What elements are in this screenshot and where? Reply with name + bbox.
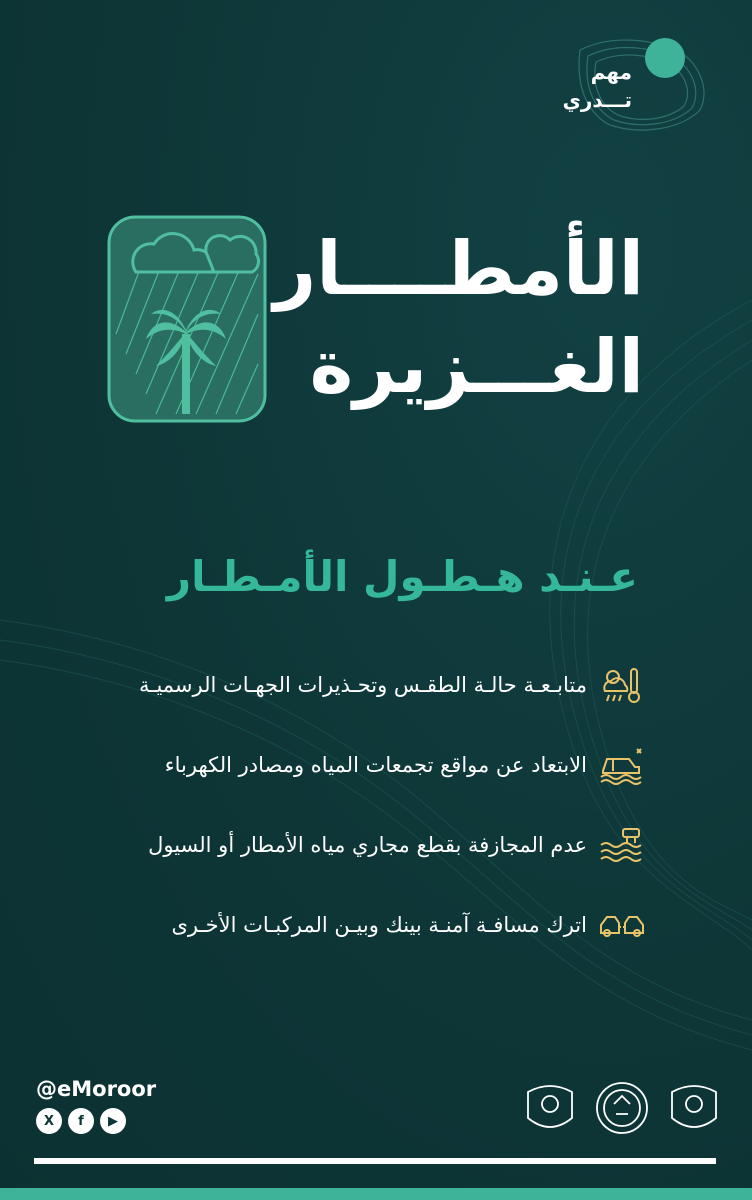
youtube-icon[interactable]: ▶ xyxy=(100,1108,126,1134)
title-line-2: الغـــزيرة xyxy=(309,324,644,410)
list-item xyxy=(139,660,645,710)
list-item xyxy=(148,820,645,870)
section-subtitle: عـنـد هـطـول الأمـطـار xyxy=(166,552,638,601)
saudi-map-logo xyxy=(560,30,720,140)
traffic-dept-emblem xyxy=(528,1086,572,1127)
flooded-road-icon xyxy=(599,825,645,865)
logo-text-bottom: تـــدري xyxy=(562,88,632,112)
social-links xyxy=(36,1108,126,1134)
tip-text: متابـعـة حالـة الطقـس وتحـذيرات الجهـات الرسميـة xyxy=(139,673,587,697)
tip-text: اترك مسافـة آمنـة بينك وبيـن المركبـات الأخـرى xyxy=(171,913,587,937)
footer-divider xyxy=(34,1158,716,1164)
list-item xyxy=(171,900,645,950)
facebook-icon[interactable]: f xyxy=(68,1108,94,1134)
logo-text-top: مهم xyxy=(590,60,632,84)
public-security-emblem xyxy=(672,1086,716,1127)
rain-palm-icon xyxy=(106,214,268,424)
tip-text: عدم المجازفة بقطع مجاري مياه الأمطار أو السيول xyxy=(148,833,587,857)
x-icon[interactable]: X xyxy=(36,1108,62,1134)
weather-thermometer-icon xyxy=(599,665,645,705)
car-distance-icon xyxy=(599,905,645,945)
social-handle[interactable]: @eMoroor xyxy=(36,1077,157,1101)
bottom-accent-bar xyxy=(0,1188,752,1200)
tip-text: الابتعاد عن مواقع تجمعات المياه ومصادر الكهرباء xyxy=(164,753,587,777)
official-emblems xyxy=(524,1078,720,1138)
title-line-1: الأمطــــار xyxy=(273,226,644,312)
flooded-car-icon xyxy=(599,745,645,785)
list-item xyxy=(165,740,645,790)
